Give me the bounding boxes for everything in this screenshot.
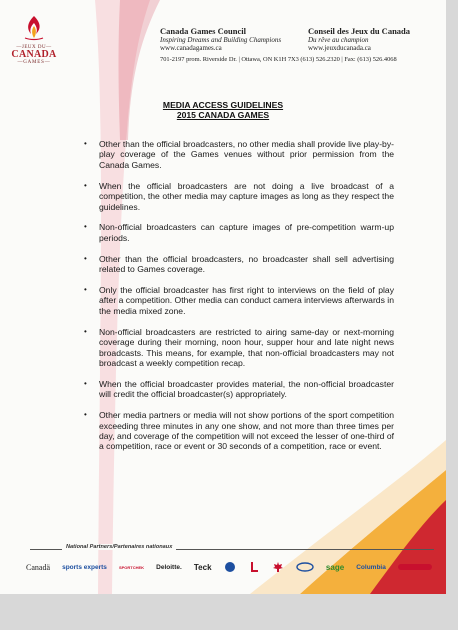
document-title: MEDIA ACCESS GUIDELINES: [162, 100, 284, 110]
bullet-icon: •: [84, 139, 87, 148]
sponsor-logos: [26, 560, 432, 574]
list-item-text: When the official broadcasters are not doing a live broadcast of a competition, the other media may capture images as long as they respect the guidelines.: [99, 180, 394, 212]
maple-leaf-icon: [272, 561, 284, 573]
sponsor-oval-logo-icon: [296, 562, 314, 572]
bullet-icon: •: [84, 378, 87, 388]
header-french: [308, 26, 410, 52]
list-item-text: Non-official broadcasters can capture images of pre-competition warm-up periods.: [99, 222, 394, 243]
list-item: [84, 222, 394, 243]
tagline-en: Inspiring Dreams and Building Champions: [160, 36, 282, 44]
list-item: [84, 181, 394, 212]
bullet-icon: •: [84, 285, 87, 295]
list-item-text: When the official broadcaster provides material, the non-official broadcaster will credit the official broadcaster(s) appropriately.: [99, 378, 394, 400]
website-en: www.canadagames.ca: [160, 44, 222, 52]
list-item: [84, 379, 394, 400]
bullet-icon: •: [84, 222, 87, 232]
header-english: [160, 26, 281, 52]
bullet-icon: •: [84, 253, 87, 263]
org-name-fr: Conseil des Jeux du Canada: [308, 26, 411, 36]
list-item-text: Only the official broadcaster has first right to interviews on the field of play after a competition. Other media can conduct camera interviews afterwards in the media mixed zone.: [99, 285, 394, 316]
bullet-icon: •: [84, 180, 87, 190]
tagline-fr: Du rêve au champion: [308, 36, 369, 44]
flame-icon: [19, 14, 49, 44]
list-item-text: Other than the official broadcasters, no broadcaster shall sell advertising related to Games coverage.: [99, 253, 394, 275]
list-item: [84, 410, 394, 452]
bullet-icon: •: [84, 410, 87, 420]
list-item-text: Non-official broadcasters are restricted to airing same-day or next-morning coverage during their morning, noon hour, supper hour and late night news broadcasts. This means, for example, that non-official broadcasters may not broadcast a weekly competition recap.: [99, 326, 394, 368]
document-subtitle: 2015 CANADA GAMES: [176, 110, 270, 120]
sponsor-canada: Canadä: [26, 562, 50, 572]
website-fr: www.jeuxducanada.ca: [308, 44, 371, 52]
sponsor-deloitte: Deloitte.: [156, 563, 182, 571]
sponsor-sports-experts: sports experts: [62, 563, 107, 571]
guidelines-list: [84, 139, 394, 462]
address-line: 701-2197 prom. Riverside Dr. | Ottawa, ON K1H 7X3 (613) 526.2320 | Fax: (613) 526.4068: [160, 56, 397, 63]
sponsor-l-logo-icon: [248, 561, 260, 573]
org-name-en: Canada Games Council: [160, 26, 246, 36]
partners-label: National Partners/Partenaires nationaux: [62, 544, 176, 550]
list-item: [84, 254, 394, 275]
logo-text-main: CANADA: [11, 49, 57, 60]
bullet-icon: •: [84, 326, 87, 336]
sponsor-sage: sage: [325, 562, 345, 572]
list-item: [84, 327, 394, 369]
list-item-text: Other than the official broadcasters, no other media shall provide live play-by-play coverage of the Games venues without prior permission from the Canada Games.: [99, 139, 394, 170]
logo-text-bottom: —GAMES—: [17, 60, 51, 65]
logo-text-top: —JEUX DU—: [16, 45, 52, 50]
sponsor-sportchek: SPORTCHEK: [118, 564, 145, 570]
sponsor-red-banner-icon: [398, 563, 432, 571]
list-item-text: Other media partners or media will not show portions of the sport competition exceeding three minutes in any one show, and not more than three times per day, and coverage of the competition will not exceed the lesser of one-third of a competition, race or event or 30 seconds of a competition, race or event.: [99, 410, 394, 452]
list-item: [84, 139, 394, 170]
sponsor-teck: Teck: [193, 562, 212, 572]
list-item: [84, 285, 394, 316]
sponsor-columbia: Columbia: [356, 563, 386, 571]
sponsor-round-logo-icon: [224, 561, 236, 573]
canada-games-logo: [10, 14, 58, 65]
